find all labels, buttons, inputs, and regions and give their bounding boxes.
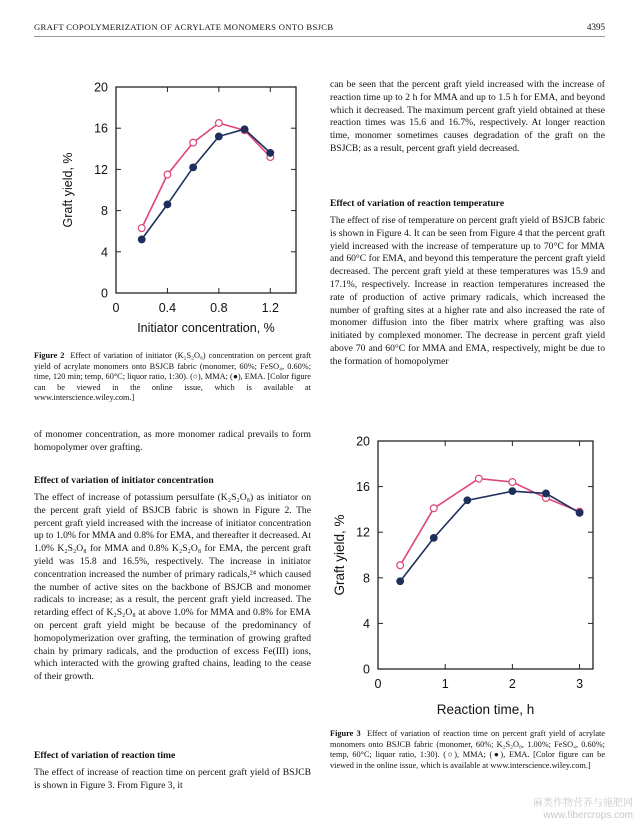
- left-paragraph-top: of monomer concentration, as more monomer radical prevails to form homopolymer over grafting.: [34, 429, 311, 453]
- y-tick-label: 12: [94, 162, 108, 177]
- plot-frame: [378, 441, 593, 669]
- data-point-ema: [190, 139, 197, 146]
- data-point-mma: [397, 578, 404, 585]
- y-tick-label: 20: [356, 434, 370, 449]
- y-tick-label: 16: [94, 121, 108, 136]
- figure-2-caption-text: Effect of variation of initiator (K₂S₂O₈) concentration on percent graft yield of acrylate monomers onto BSJCB fabric (monomer, 60%; FeSO₄, 0.60%; time, 120 min; temp, 60°C; liquor ratio, 1:30). (○), MMA; (●), EMA. [Color figure can be viewed in the online issue, which is available at www.interscience.wiley.com.]: [34, 351, 312, 403]
- paragraph-reaction-time: The effect of increase of reaction time on percent graft yield of BSJCB is shown in Figure 3. From Figure 3, it: [34, 767, 311, 791]
- header-rule: [34, 36, 605, 37]
- data-point-ema: [509, 479, 516, 486]
- data-point-ema: [430, 505, 437, 512]
- y-tick-label: 12: [356, 525, 370, 540]
- plot-frame: [116, 87, 296, 293]
- data-point-mma: [576, 510, 583, 517]
- figure-2-caption: [34, 351, 311, 404]
- y-axis-label: Graft yield, %: [332, 514, 347, 596]
- y-tick-label: 8: [363, 571, 370, 586]
- x-tick-label: 0.4: [158, 301, 177, 315]
- y-tick-label: 16: [356, 480, 370, 495]
- data-point-mma: [509, 488, 516, 495]
- heading-reaction-temperature: Effect of variation of reaction temperature: [330, 198, 505, 209]
- x-tick-label: 0: [112, 301, 120, 315]
- x-tick-label: 2: [508, 677, 516, 691]
- figure-2-chart: [52, 74, 312, 346]
- y-tick-label: 8: [101, 204, 108, 219]
- data-point-ema: [138, 225, 145, 232]
- watermark: [533, 798, 633, 822]
- x-tick-label: 1: [441, 677, 449, 691]
- series-line-mma: [142, 129, 271, 239]
- series-line-ema: [400, 479, 579, 566]
- data-point-mma: [138, 236, 145, 243]
- data-point-mma: [216, 133, 223, 140]
- paragraph-reaction-temperature: The effect of rise of temperature on percent graft yield of BSJCB fabric is shown in Figure 4. It can be seen from Figure 4 that the percent graft yield increased with the increase of temperature up to 70°C for MMA and 60°C for EMA, and beyond this temperature the percent graft yield decreased. The percent graft yield at these temperatures was 15.9 and 17.1%, respectively. Increase in reaction temperatures increased the rate of production of active primary radicals, which increased the number of grafting sites at a higher rate and also increased the rate of monomer diffusion into the fiber matrix where grafting was also initiated by complexed monomer. The decrease in percent graft yield above 70 and 60°C for MMA and EMA, respectively, might be due to the formation of homopolymer: [330, 215, 605, 367]
- y-tick-label: 4: [101, 245, 108, 260]
- data-point-mma: [430, 535, 437, 542]
- x-tick-label: 0: [374, 677, 382, 691]
- figure-3-caption-label: Figure 3: [330, 729, 361, 738]
- watermark-line-1: 麻类作物营养与施肥网: [533, 798, 633, 809]
- data-point-mma: [267, 150, 274, 157]
- data-point-mma: [190, 164, 197, 171]
- page-number: 4395: [587, 22, 605, 32]
- data-point-mma: [241, 126, 248, 133]
- series-line-mma: [400, 491, 579, 581]
- y-tick-label: 0: [363, 662, 370, 677]
- data-point-mma: [164, 201, 171, 208]
- watermark-line-2: www.fibercrops.com: [543, 810, 633, 821]
- y-tick-label: 20: [94, 80, 108, 95]
- data-point-ema: [215, 120, 222, 127]
- x-tick-label: 3: [576, 677, 584, 691]
- x-tick-label: 0.8: [210, 301, 228, 315]
- right-paragraph-top: can be seen that the percent graft yield increased with the increase of reaction time up to 2 h for MMA and up to 1.5 h for EMA, and beyond which it decreased. The maximum percent graft yield obtained at these reaction times was 15.6 and 16.7%, respectively. At longer reaction time, monomer sometimes causes degradation of the graft on the BSJCB; as a result, percent graft yield decreased.: [330, 79, 605, 154]
- figure-2-caption-label: Figure 2: [34, 351, 65, 360]
- data-point-mma: [543, 490, 550, 497]
- heading-initiator: Effect of variation of initiator concentration: [34, 475, 214, 486]
- data-point-ema: [397, 562, 404, 569]
- data-point-ema: [475, 475, 482, 482]
- x-axis-label: Reaction time, h: [436, 702, 535, 717]
- x-tick-label: 1.2: [261, 301, 279, 315]
- x-axis-label: Initiator concentration, %: [137, 321, 275, 335]
- figure-3-caption-text: Effect of variation of reaction time on percent graft yield of acrylate monomers onto BSJCB fabric (monomer, 60%; K₂S₂O₈, 1.00%; FeSO₄, 0.60%; temp, 60°C; liquor ratio, 1:30). (○), MMA; (●), EMA. [Color figure can be viewed in the online issue, which is available at www.interscience.wiley.com.]: [330, 729, 605, 770]
- running-title: GRAFT COPOLYMERIZATION OF ACRYLATE MONOMERS ONTO BSJCB: [34, 22, 334, 32]
- heading-reaction-time: Effect of variation of reaction time: [34, 750, 176, 761]
- figure-3-chart: [330, 428, 605, 723]
- data-point-mma: [464, 497, 471, 504]
- figure-3-caption: [330, 729, 605, 771]
- y-axis-label: Graft yield, %: [61, 152, 75, 228]
- y-tick-label: 4: [363, 616, 370, 631]
- y-tick-label: 0: [101, 286, 108, 301]
- paragraph-initiator: The effect of increase of potassium persulfate (K₂S₂O₈) as initiator on the percent graft yield of BSJCB fabric is shown in Figure 2. The percent graft yield increased with the increase of initiator concentration up to 1.0% for MMA and 0.8% for EMA, and thereafter it decreased. At 1.0% K₂S₂O₈ for MMA and 0.8% K₂S₂O₈ for EMA, the percent graft yield was 15.8 and 16.5%, respectively. The increase in initiator concentration increased the number of primary radicals,²⁴ which caused the number of active sites on the backbone of BSJCB and monomer radicals to increase; as a result, the percent graft yield increased. The retarding effect of K₂S₂O₈ at above 1.0% for MMA and 0.8% for EMA on percent graft yield might be because of the predominancy of homopolymerization over grafting, the termination of growing grafted chain by primary radicals, and the production of excess Fe(III) ions, which interacted with the growing grafted chains, leading to the cease of their growth.: [34, 492, 311, 683]
- data-point-ema: [164, 171, 171, 178]
